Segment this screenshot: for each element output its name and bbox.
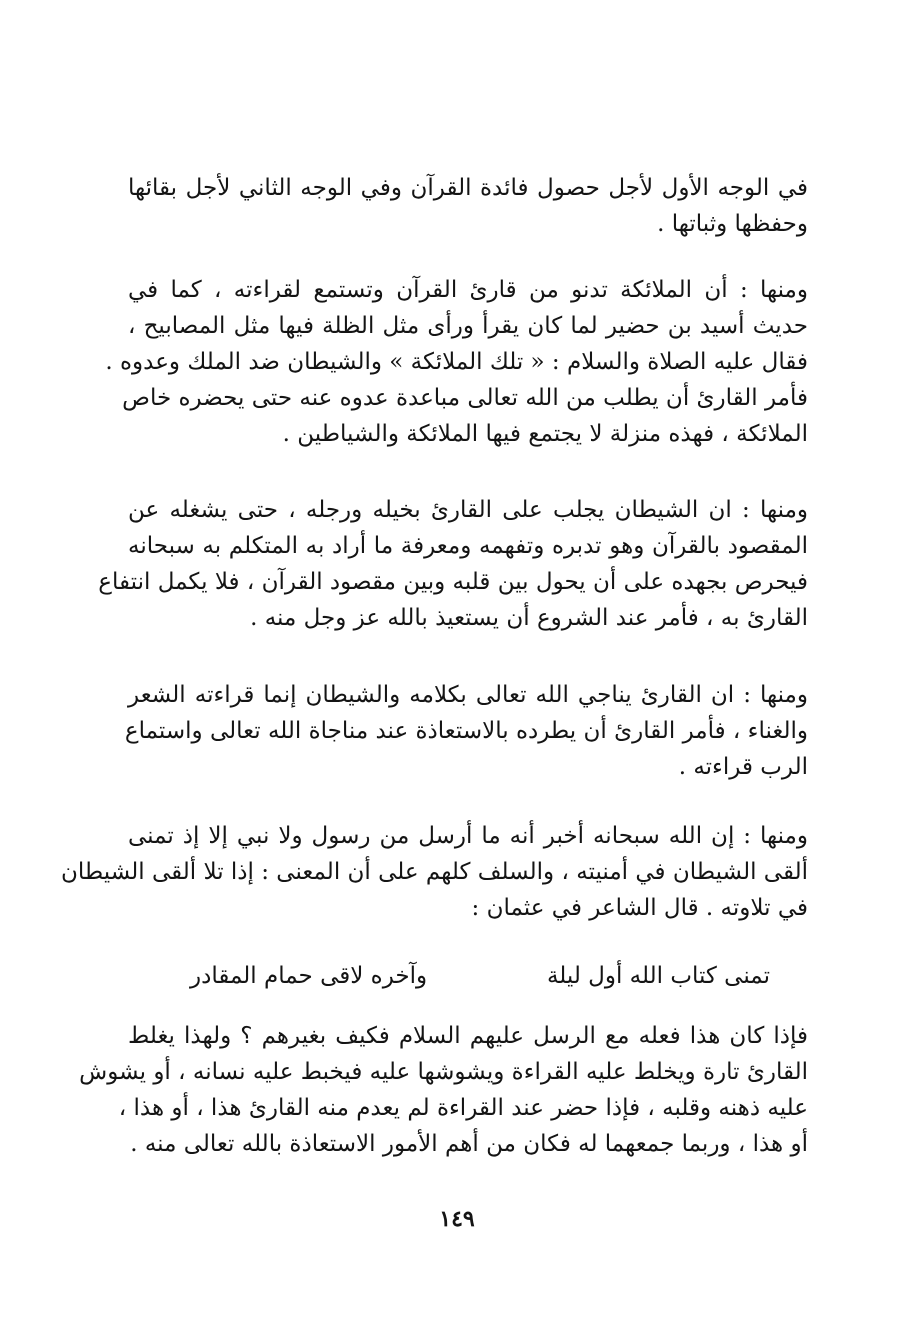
paragraph-line: ومنها : أن الملائكة تدنو من قارئ القرآن وتستمع لقراءته ، كما في [128, 277, 808, 303]
paragraph-line: فيحرص بجهده على أن يحول بين قلبه وبين مقصود القرآن ، فلا يكمل انتفاع [98, 569, 808, 595]
verse-first-hemistich: تمنى كتاب الله أول ليلة [546, 963, 770, 989]
paragraph-line: حديث أسيد بن حضير لما كان يقرأ ورأى مثل الظلة فيها مثل المصابيح ، [128, 313, 808, 339]
paragraph-line: المقصود بالقرآن وهو تدبره وتفهمه ومعرفة ما أراد به المتكلم به سبحانه [128, 533, 808, 559]
paragraph-2 [105, 272, 808, 452]
paragraph-line: ومنها : ان الشيطان يجلب على القارئ بخيله ورجله ، حتى يشغله عن [128, 497, 808, 523]
paragraph-line: في الوجه الأول لأجل حصول فائدة القرآن وفي الوجه الثاني لأجل بقائها [128, 175, 808, 201]
verse-second-hemistich: وآخره لاقى حمام المقادر [190, 963, 428, 989]
paragraph-line: والغناء ، فأمر القارئ أن يطرده بالاستعاذة عند مناجاة الله تعالى واستماع [124, 718, 808, 744]
paragraph-6 [79, 1018, 808, 1162]
paragraph-line: ومنها : ان القارئ يناجي الله تعالى بكلامه والشيطان إنما قراءته الشعر [128, 682, 808, 708]
paragraph-line: ومنها : إن الله سبحانه أخبر أنه ما أرسل من رسول ولا نبي إلا إذ تمنى [128, 823, 808, 849]
page-number: ١٤٩ [439, 1206, 475, 1232]
paragraph-1 [128, 170, 808, 242]
paragraph-5 [61, 818, 808, 926]
paragraph-line: فقال عليه الصلاة والسلام : « تلك الملائكة » والشيطان ضد الملك وعدوه . [105, 349, 808, 375]
paragraph-3 [98, 492, 808, 636]
paragraph-line: ألقى الشيطان في أمنيته ، والسلف كلهم على أن المعنى : إذا تلا ألقى الشيطان [61, 859, 808, 885]
paragraph-line: القارئ تارة ويخلط عليه القراءة ويشوشها عليه فيخبط عليه نسانه ، أو يشوش [79, 1059, 808, 1085]
paragraph-line: الرب قراءته . [678, 754, 808, 780]
paragraph-line: فإذا كان هذا فعله مع الرسل عليهم السلام فكيف بغيرهم ؟ ولهذا يغلط [128, 1023, 808, 1049]
paragraph-line: الملائكة ، فهذه منزلة لا يجتمع فيها الملائكة والشياطين . [282, 421, 808, 447]
paragraph-line: وحفظها وثباتها . [657, 211, 808, 237]
paragraph-line: عليه ذهنه وقلبه ، فإذا حضر عند القراءة لم يعدم منه القارئ هذا ، أو هذا ، [118, 1095, 808, 1121]
paragraph-4 [124, 677, 808, 785]
paragraph-line: القارئ به ، فأمر عند الشروع أن يستعيذ بالله عز وجل منه . [250, 605, 808, 631]
poetry-verse [190, 958, 770, 994]
paragraph-line: في تلاوته . قال الشاعر في عثمان : [471, 895, 808, 921]
paragraph-line: أو هذا ، وربما جمعهما له فكان من أهم الأمور الاستعاذة بالله تعالى منه . [130, 1131, 808, 1157]
paragraph-line: فأمر القارئ أن يطلب من الله تعالى مباعدة عدوه عنه حتى يحضره خاص [122, 385, 808, 411]
